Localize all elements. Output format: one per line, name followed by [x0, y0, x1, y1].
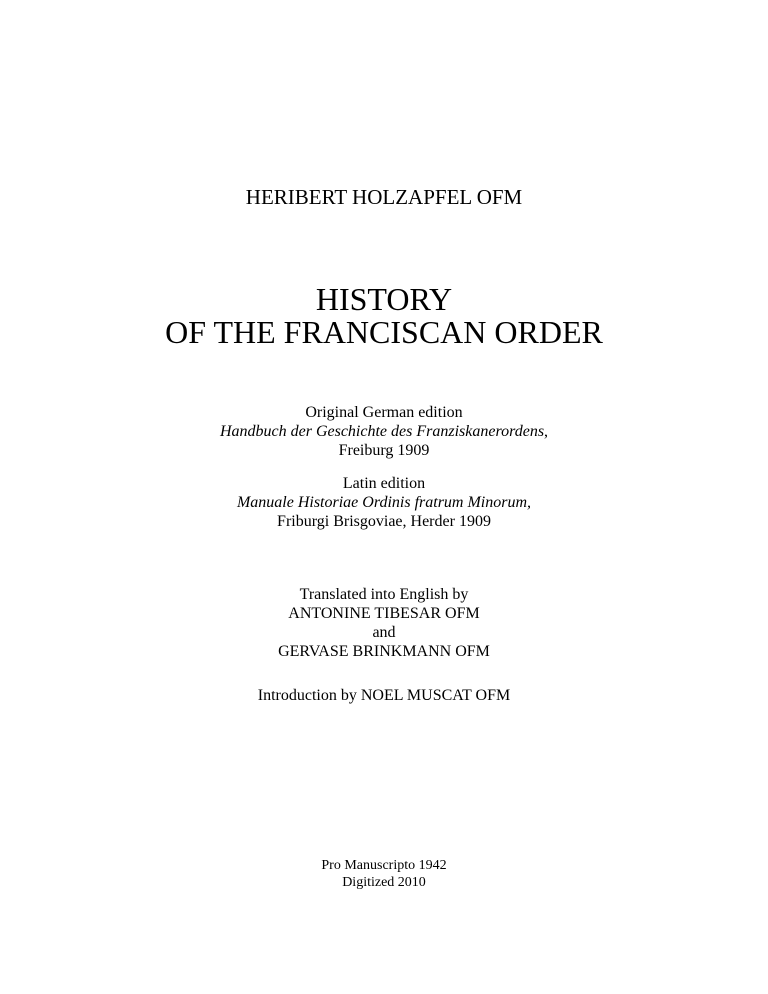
latin-edition-place-year: Friburgi Brisgoviae, Herder 1909 [277, 513, 491, 530]
translation-label: Translated into English by [299, 586, 469, 603]
german-edition-title-suffix: , [544, 423, 549, 440]
introduction-credit: Introduction by NOEL MUSCAT OFM [257, 687, 511, 704]
author-name: HERIBERT HOLZAPFEL OFM [245, 185, 523, 209]
german-edition-label: Original German edition [305, 404, 463, 421]
german-edition-title-line [0, 424, 768, 440]
german-edition-title: Handbuch der Geschichte des Franziskanerordens [219, 423, 545, 440]
latin-edition-title: Manuale Historiae Ordinis fratrum Minorum, [236, 494, 532, 511]
translator-2: GERVASE BRINKMANN OFM [278, 643, 490, 660]
translator-conjunction: and [372, 624, 396, 641]
book-title-line-1: HISTORY [315, 281, 453, 317]
pro-manuscripto: Pro Manuscripto 1942 [321, 858, 447, 873]
book-title-line-2: OF THE FRANCISCAN ORDER [165, 314, 603, 350]
digitized-year: Digitized 2010 [342, 875, 426, 890]
latin-edition-label: Latin edition [342, 475, 426, 492]
translator-1: ANTONINE TIBESAR OFM [288, 605, 480, 622]
german-edition-place-year: Freiburg 1909 [338, 442, 430, 459]
